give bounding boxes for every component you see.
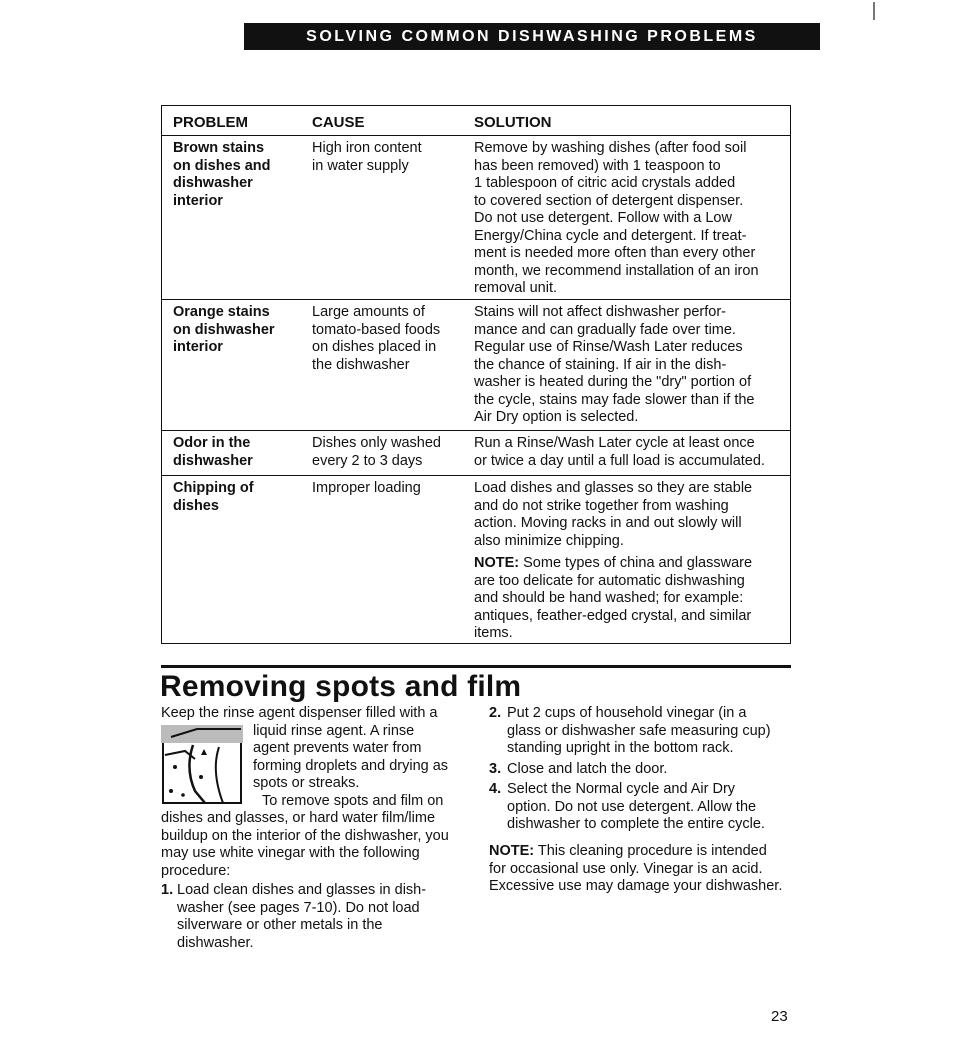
- intro-line: Keep the rinse agent dispenser filled with a: [161, 705, 438, 721]
- table-header-row: [162, 106, 790, 136]
- cause-cell: [312, 304, 472, 374]
- solution-line: Regular use of Rinse/Wash Later reduces: [474, 339, 743, 355]
- step-line: Close and latch the door.: [507, 761, 668, 777]
- note-line: items.: [474, 625, 513, 641]
- note-line: [474, 555, 784, 573]
- note-text: Some types of china and glassware: [519, 555, 753, 571]
- note-line: antiques, feather-edged crystal, and similar: [474, 607, 752, 624]
- problem-line: interior: [173, 339, 223, 355]
- solution-line: removal unit.: [474, 280, 558, 296]
- solution-cell: [474, 435, 784, 470]
- cause-line: in water supply: [312, 157, 409, 174]
- problem-line: Orange stains: [173, 304, 270, 320]
- step-line: standing upright in the bottom rack.: [507, 740, 734, 756]
- table-row: [162, 136, 790, 300]
- solution-cell: [474, 304, 784, 427]
- solution-line: and do not strike together from washing: [474, 497, 729, 514]
- step-line: washer (see pages 7-10). Do not load: [177, 900, 420, 916]
- rinse-dispenser-icon: [161, 725, 243, 805]
- note-line: Excessive use may damage your dishwasher.: [489, 878, 783, 894]
- intro-line: dishes and glasses, or hard water film/lime: [161, 810, 436, 826]
- solution-line: the cycle, stains may fade slower than if the: [474, 391, 755, 408]
- solution-line: Air Dry option is selected.: [474, 409, 639, 425]
- solution-line: also minimize chipping.: [474, 532, 624, 549]
- edge-mark: [873, 2, 875, 20]
- problem-cell: [173, 435, 308, 470]
- rinse-dispenser-illustration: [161, 725, 243, 805]
- solution-line: washer is heated during the "dry" portion of: [474, 374, 752, 390]
- problem-line: Brown stains: [173, 140, 265, 156]
- problem-line: dishes: [173, 497, 219, 514]
- step-line: dishwasher.: [177, 935, 254, 951]
- intro-line: may use white vinegar with the following: [161, 845, 420, 861]
- solution-line: Load dishes and glasses so they are stable: [474, 480, 753, 496]
- section-heading: Removing spots and film: [160, 670, 522, 703]
- solution-line: Do not use detergent. Follow with a Low: [474, 210, 732, 226]
- step-line: glass or dishwasher safe measuring cup): [507, 723, 771, 739]
- problem-line: dishwasher: [173, 452, 253, 469]
- step-line: dishwasher to complete the entire cycle.: [507, 816, 765, 832]
- cause-line: High iron content: [312, 140, 422, 156]
- solution-line: or twice a day until a full load is accumulated.: [474, 452, 765, 469]
- step-line: Select the Normal cycle and Air Dry: [507, 781, 736, 797]
- solution-line: 1 tablespoon of citric acid crystals added: [474, 175, 736, 191]
- solution-cell: [474, 140, 784, 298]
- intro-line: spots or streaks.: [253, 775, 360, 791]
- solution-line: the chance of staining. If air in the dish-: [474, 356, 727, 373]
- solution-line: ment is needed more often than every other: [474, 245, 756, 261]
- cause-line: tomato-based foods: [312, 321, 441, 338]
- solution-line: to covered section of detergent dispenser.: [474, 192, 744, 209]
- cause-line: Improper loading: [312, 480, 421, 496]
- intro-line: procedure:: [161, 863, 231, 879]
- intro-line: buildup on the interior of the dishwasher, you: [161, 828, 449, 844]
- header-cause: CAUSE: [312, 114, 365, 131]
- page-number: 23: [771, 1008, 788, 1025]
- step-number: 1.: [161, 882, 174, 898]
- cause-cell: [312, 480, 472, 498]
- problem-line: Chipping of: [173, 480, 254, 496]
- solution-line: Stains will not affect dishwasher perfor-: [474, 304, 726, 320]
- intro-line: To remove spots and film on: [262, 793, 444, 809]
- cause-cell: [312, 140, 472, 175]
- cause-line: the dishwasher: [312, 356, 410, 373]
- note-line: are too delicate for automatic dishwashing: [474, 572, 745, 589]
- note-line: and should be hand washed; for example:: [474, 590, 744, 606]
- table-row: [162, 300, 790, 431]
- problems-table: [161, 105, 791, 644]
- problem-line: dishwasher: [173, 175, 253, 191]
- step-number: 2.: [489, 705, 502, 721]
- problem-line: interior: [173, 192, 223, 209]
- note-label: NOTE:: [489, 843, 535, 859]
- step-line: Put 2 cups of household vinegar (in a: [507, 705, 747, 721]
- solution-line: Remove by washing dishes (after food soil: [474, 140, 747, 156]
- table-row: [162, 431, 790, 476]
- intro-line: liquid rinse agent. A rinse: [253, 723, 415, 739]
- solution-line: Energy/China cycle and detergent. If treat-: [474, 227, 747, 244]
- step-line: silverware or other metals in the: [177, 917, 383, 933]
- note-label: NOTE:: [474, 555, 520, 571]
- table-row: [162, 476, 790, 643]
- intro-line: agent prevents water from: [253, 740, 422, 756]
- step-line: Load clean dishes and glasses in dish-: [177, 882, 427, 898]
- cause-cell: [312, 435, 472, 470]
- solution-cell: [474, 480, 784, 643]
- note-line: [489, 843, 767, 861]
- solution-line: Run a Rinse/Wash Later cycle at least once: [474, 435, 755, 451]
- solution-line: action. Moving racks in and out slowly will: [474, 515, 742, 531]
- cause-line: Large amounts of: [312, 304, 425, 320]
- cause-line: on dishes placed in: [312, 339, 437, 355]
- problem-line: Odor in the: [173, 435, 251, 451]
- solution-line: month, we recommend installation of an iron: [474, 262, 759, 279]
- problem-cell: [173, 140, 308, 210]
- step-line: option. Do not use detergent. Allow the: [507, 799, 757, 815]
- step-number: 3.: [489, 761, 502, 777]
- header-solution: SOLUTION: [474, 114, 552, 131]
- solution-line: mance and can gradually fade over time.: [474, 321, 736, 338]
- problem-cell: [173, 304, 308, 357]
- problem-cell: [173, 480, 308, 515]
- problem-line: on dishes and: [173, 157, 271, 174]
- step-number: 4.: [489, 781, 502, 797]
- cause-line: every 2 to 3 days: [312, 452, 423, 469]
- problem-line: on dishwasher: [173, 321, 275, 338]
- solution-line: has been removed) with 1 teaspoon to: [474, 157, 721, 174]
- header-problem: PROBLEM: [173, 114, 248, 131]
- intro-line: forming droplets and drying as: [253, 758, 449, 774]
- section-banner: SOLVING COMMON DISHWASHING PROBLEMS: [244, 23, 820, 50]
- cause-line: Dishes only washed: [312, 435, 441, 451]
- note-text: This cleaning procedure is intended: [534, 843, 767, 859]
- note-line: for occasional use only. Vinegar is an acid.: [489, 861, 763, 877]
